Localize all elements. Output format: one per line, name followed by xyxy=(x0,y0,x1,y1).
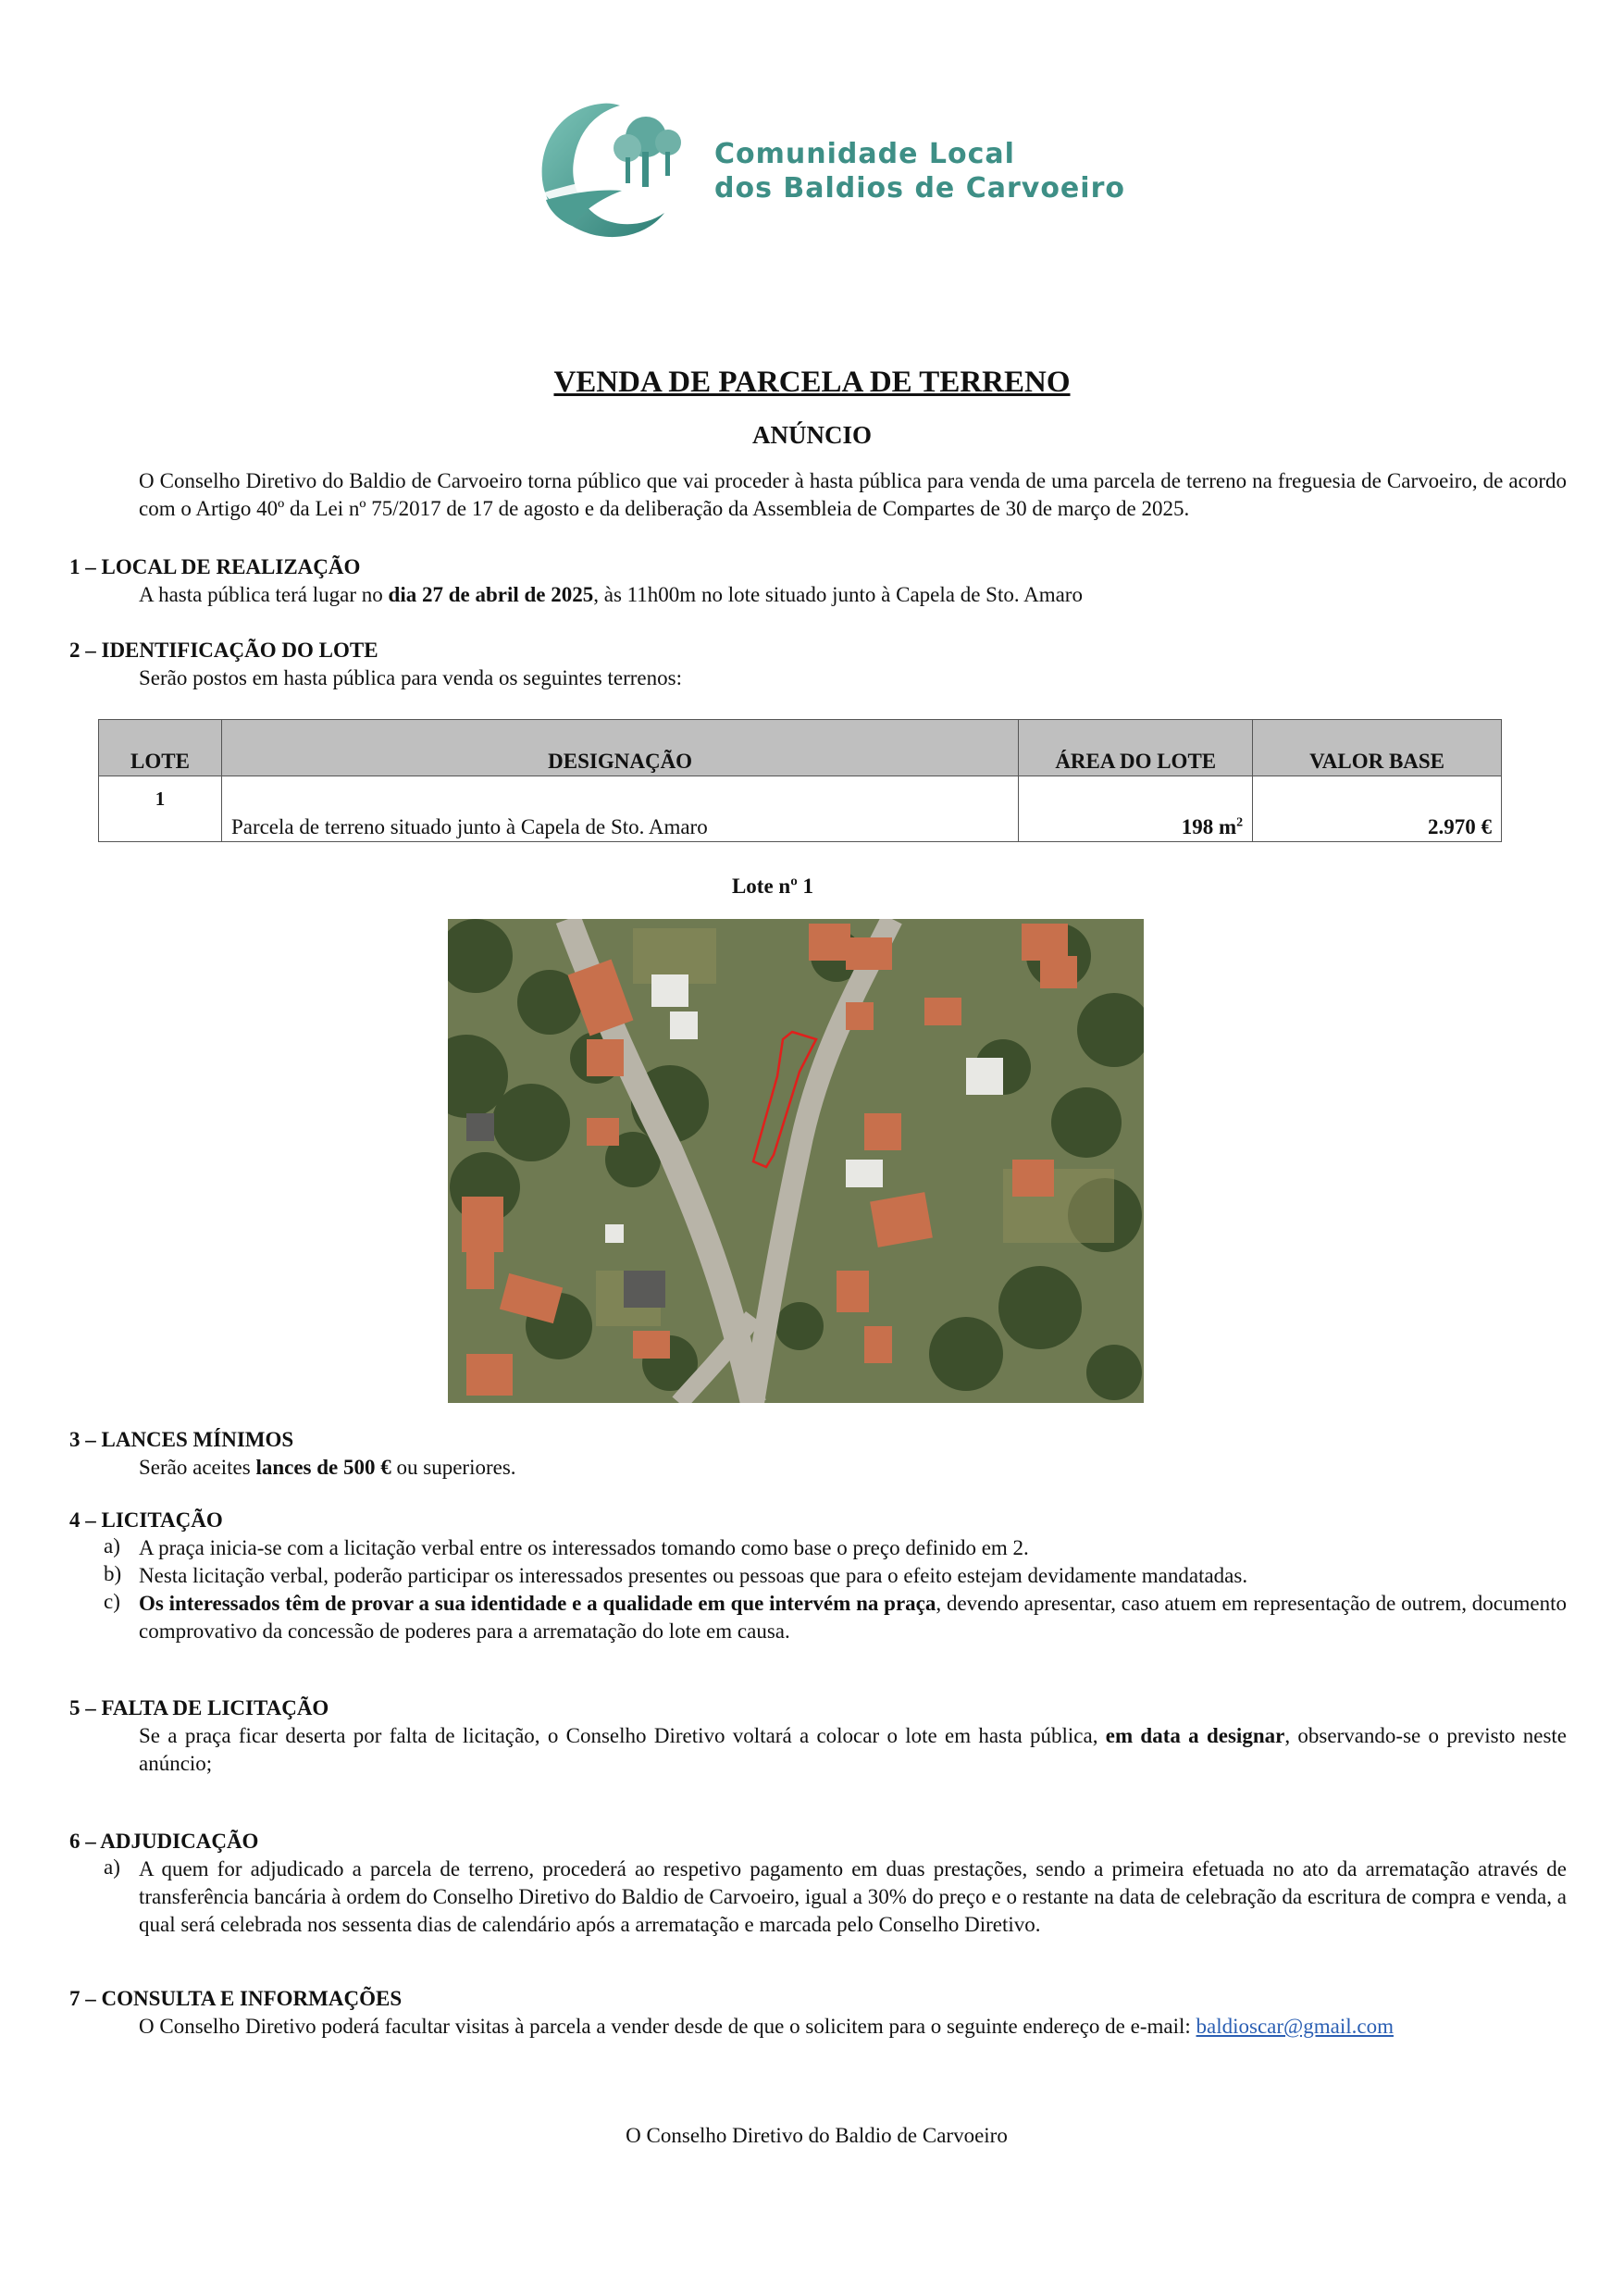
list-item-c-marker: c) xyxy=(104,1590,120,1613)
signature-line: O Conselho Diretivo do Baldio de Carvoeiro xyxy=(626,2124,1008,2147)
section-2-text: Serão postos em hasta pública para venda os seguintes terrenos: xyxy=(139,666,682,689)
email-link[interactable]: baldioscar@gmail.com xyxy=(1196,2015,1394,2038)
section-5-text xyxy=(139,1722,1567,1778)
column-header-area: ÁREA DO LOTE xyxy=(1019,720,1253,776)
list-item-b-text: Nesta licitação verbal, poderão participar os interessados presentes ou pessoas que para o efeito estejam devidamente mandatadas. xyxy=(139,1564,1248,1587)
section-1-text-b: , às 11h00m no lote situado junto à Capela de Sto. Amaro xyxy=(593,583,1083,606)
section-6-item-marker: a) xyxy=(104,1855,120,1879)
section-6-heading: 6 – ADJUDICAÇÃO xyxy=(69,1830,259,1853)
section-2-heading: 2 – IDENTIFICAÇÃO DO LOTE xyxy=(69,639,378,662)
column-header-lote: LOTE xyxy=(99,720,222,776)
section-7-heading: 7 – CONSULTA E INFORMAÇÕES xyxy=(69,1987,403,2010)
list-item-c-text xyxy=(139,1590,1567,1645)
cell-lote: 1 xyxy=(99,776,222,842)
section-7-text xyxy=(139,2013,1567,2041)
list-item-b-marker: b) xyxy=(104,1562,122,1585)
document-subtitle: ANÚNCIO xyxy=(751,421,872,449)
section-1-date: dia 27 de abril de 2025 xyxy=(388,583,594,606)
organization-logo xyxy=(537,100,689,239)
document-title: VENDA DE PARCELA DE TERRENO xyxy=(553,366,1071,399)
aerial-photo xyxy=(448,919,1144,1403)
cell-valor: 2.970 € xyxy=(1253,776,1502,842)
cell-designacao: Parcela de terreno situado junto à Capela de Sto. Amaro xyxy=(221,776,1018,842)
cell-area-value: 198 m xyxy=(1181,815,1237,838)
section-5-bold: em data a designar xyxy=(1105,1724,1285,1747)
lote-caption: Lote nº 1 xyxy=(731,875,814,898)
section-3-minimum-bid: lances de 500 € xyxy=(255,1456,391,1479)
column-header-valor: VALOR BASE xyxy=(1253,720,1502,776)
organization-name-line1: Comunidade Local xyxy=(714,138,1015,170)
cell-area-superscript: 2 xyxy=(1236,815,1244,830)
section-4-heading: 4 – LICITAÇÃO xyxy=(69,1508,223,1532)
section-5-text-b: , observando-se o previsto neste anúncio; xyxy=(139,1724,1567,1775)
section-5-heading: 5 – FALTA DE LICITAÇÃO xyxy=(69,1696,329,1719)
column-header-designacao: DESIGNAÇÃO xyxy=(221,720,1018,776)
organization-name xyxy=(714,137,1125,205)
section-1-heading: 1 – LOCAL DE REALIZAÇÃO xyxy=(69,555,361,578)
list-item-c-bold: Os interessados têm de provar a sua identidade e a qualidade em que intervém na praça xyxy=(139,1592,936,1615)
table-row xyxy=(99,776,1502,842)
section-7-text-body: O Conselho Diretivo poderá facultar visitas à parcela a vender desde de que o solicitem para o seguinte endereço de e-mail: xyxy=(139,2015,1196,2038)
list-item-a-marker: a) xyxy=(104,1534,120,1558)
section-5-text-a: Se a praça ficar deserta por falta de licitação, o Conselho Diretivo voltará a colocar o lote em hasta pública, xyxy=(139,1724,1106,1747)
section-3-text-b: ou superiores. xyxy=(391,1456,516,1479)
table-header-row xyxy=(99,720,1502,776)
section-1-text xyxy=(139,581,1567,609)
section-3-text xyxy=(139,1454,1567,1482)
section-1-text-a: A hasta pública terá lugar no xyxy=(139,583,389,606)
list-item-c-rest: , devendo apresentar, caso atuem em representação de outrem, documento comprovativo da concessão de poderes para a arrematação do lote em causa. xyxy=(139,1592,1567,1643)
section-3-heading: 3 – LANCES MÍNIMOS xyxy=(69,1428,294,1451)
organization-name-line2: dos Baldios de Carvoeiro xyxy=(714,172,1125,205)
section-3-text-a: Serão aceites xyxy=(139,1456,256,1479)
intro-paragraph: O Conselho Diretivo do Baldio de Carvoeiro torna público que vai proceder à hasta pública para venda de uma parcela de terreno na freguesia de Carvoeiro, de acordo com o Artigo 40º da Lei nº 75/2017 de 17 de agosto e da deliberação da Assembleia de Compartes de 30 de março de 2025. xyxy=(139,469,1567,520)
section-6-item-text: A quem for adjudicado a parcela de terreno, procederá ao respetivo pagamento em duas prestações, sendo a primeira efetuada no ato da arrematação através de transferência bancária à ordem do Conselho Diretivo do Baldio de Carvoeiro, igual a 30% do preço e o restante na data de celebração da escritura de compra e venda, a qual será celebrada nos sessenta dias de calendário após a arrematação e marcada pelo Conselho Diretivo. xyxy=(139,1857,1567,1936)
list-item-a-text: A praça inicia-se com a licitação verbal entre os interessados tomando como base o preço definido em 2. xyxy=(139,1536,1029,1559)
cell-area xyxy=(1019,776,1253,842)
lots-table xyxy=(98,719,1502,842)
